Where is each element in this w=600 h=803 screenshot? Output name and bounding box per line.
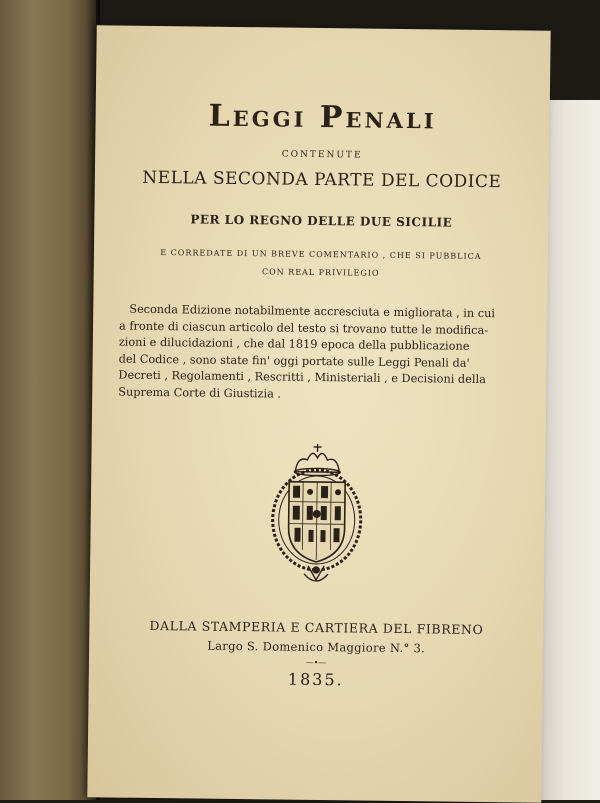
subtitle-line-3: E CORREDATE DI UN BREVE COMENTARIO , CHE SI PUBBLICA (94, 247, 548, 262)
paragraph-line: Suprema Corte di Giustizia . (118, 385, 526, 407)
printer-imprint: DALLA STAMPERIA E CARTIERA DEL FIBRENO (89, 617, 543, 638)
background-sheet (540, 100, 600, 800)
printer-address: Largo S. Domenico Maggiore N.° 3. (89, 637, 543, 657)
book-cover (0, 0, 96, 800)
paragraph-line: Seconda Edizione notabilmente accresciuta e migliorata , in cui (119, 302, 527, 324)
paragraph-line: Decreti , Regolamenti , Rescritti , Ministeriali , e Decisioni della (118, 368, 526, 390)
paragraph-line: zioni e dilucidazioni , che dal 1819 epoca della pubblicazione (119, 335, 527, 357)
publication-year: 1835. (89, 667, 543, 692)
royal-coat-of-arms-icon (256, 437, 378, 588)
subtitle-line-1: NELLA SECONDA PARTE DEL CODICE (95, 167, 549, 193)
book-title: Leggi Penali (95, 97, 549, 138)
ornament-divider: —•— (89, 655, 543, 670)
contenute-label: CONTENUTE (95, 147, 549, 163)
subtitle-line-2: PER LO REGNO DELLE DUE SICILIE (94, 211, 548, 231)
title-page (87, 25, 550, 802)
paragraph-line: a fronte di ciascun articolo del testo si trovano tutte le modifica- (119, 318, 527, 340)
paragraph-line: del Codice , sono state fin' oggi portate sulle Leggi Penali da' (119, 351, 527, 373)
subtitle-line-4: CON REAL PRIVILEGIO (94, 265, 548, 280)
edition-paragraph (118, 302, 527, 407)
